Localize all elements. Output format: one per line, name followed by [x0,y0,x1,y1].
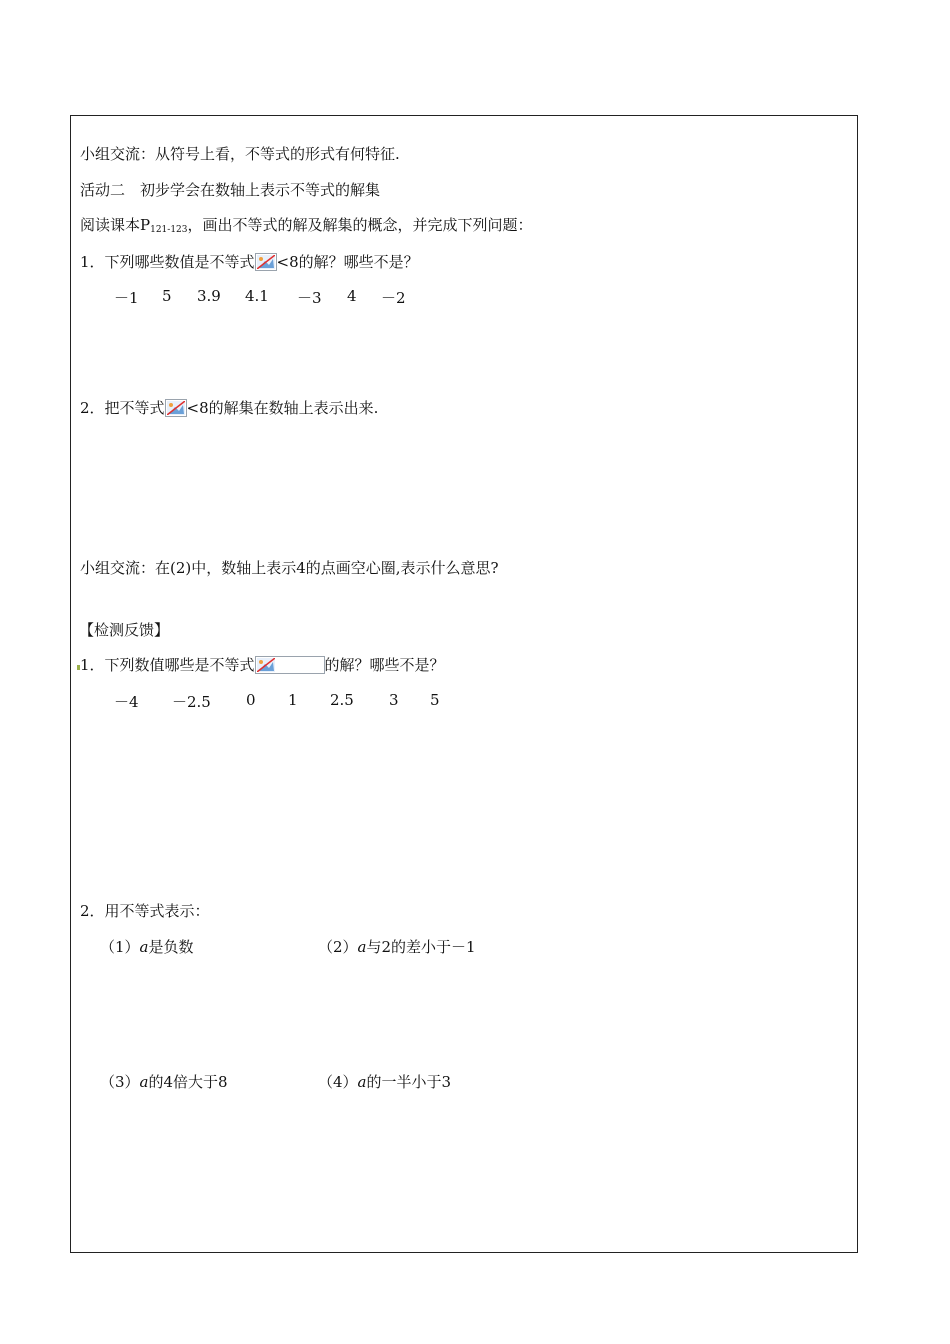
item-3-text: 的4倍大于8 [148,1073,228,1091]
value-item: －3 [297,289,322,307]
item-1-text: 是负数 [148,938,194,956]
item-4 [318,1072,451,1092]
value-item: 0 [246,691,256,709]
q1-suffix: <8的解？哪些不是？ [276,253,419,271]
broken-image-icon [255,656,325,674]
item-3-num: （3） [100,1073,140,1091]
variable-a: a [357,1073,367,1091]
item-1 [100,937,194,957]
group-discussion-1: 小组交流：从符号上看，不等式的形式有何特征. [80,145,400,163]
question-2 [80,398,378,418]
f1-suffix: 的解？哪些不是？ [324,656,445,674]
item-3 [100,1072,228,1092]
item-4-num: （4） [318,1073,358,1091]
item-2-num: （2） [318,938,358,956]
item-2 [318,937,476,957]
f1-prefix: 1．下列数值哪些是不等式 [80,656,255,674]
question-1 [80,252,419,272]
value-item: －2.5 [172,693,211,711]
feedback-heading: 【检测反馈】 [79,621,170,639]
variable-a: a [357,938,367,956]
value-item: 3.9 [197,287,221,305]
variable-a: a [139,1073,149,1091]
value-item: －2 [381,289,406,307]
item-2-text: 与2的差小于－1 [366,938,476,956]
feedback-question-2: 2．用不等式表示： [80,902,210,920]
reading-pre: 阅读课本P [80,216,151,234]
page-range: 121-123 [150,225,188,235]
value-item: 2.5 [330,691,354,709]
broken-image-icon [165,399,187,417]
item-4-text: 的一半小于3 [366,1073,452,1091]
value-item: －4 [114,693,139,711]
reading-post: ，画出不等式的解及解集的概念，并完成下列问题： [187,216,533,234]
q2-prefix: 2．把不等式 [80,399,165,417]
q2-suffix: <8的解集在数轴上表示出来. [186,399,379,417]
feedback-question-1 [80,655,445,675]
value-item: 4.1 [245,287,269,305]
value-item: 1 [288,691,298,709]
broken-image-icon [255,253,277,271]
value-item: －1 [114,289,139,307]
variable-a: a [139,938,149,956]
activity-two-heading: 活动二 初步学会在数轴上表示不等式的解集 [80,181,381,199]
reading-instruction [80,215,533,240]
value-item: 5 [430,691,440,709]
item-1-num: （1） [100,938,140,956]
value-item: 5 [162,287,172,305]
q1-prefix: 1．下列哪些数值是不等式 [80,253,255,271]
group-discussion-2: 小组交流：在(2)中，数轴上表示4的点画空心圈,表示什么意思? [80,559,499,577]
value-item: 4 [347,287,357,305]
value-item: 3 [389,691,399,709]
